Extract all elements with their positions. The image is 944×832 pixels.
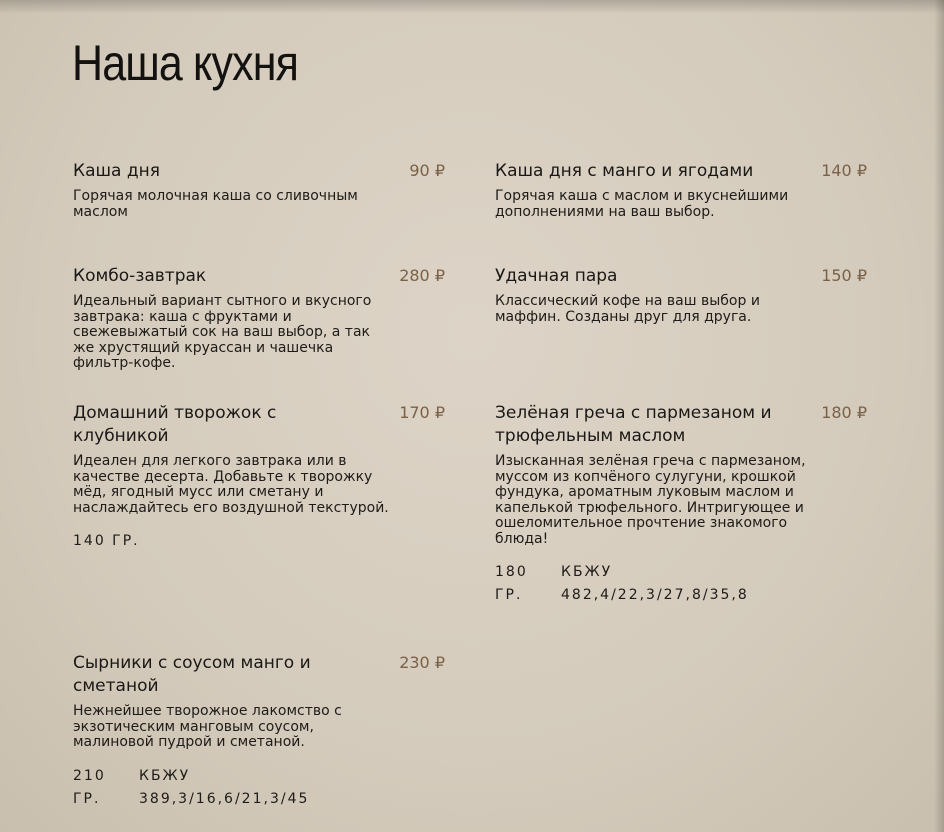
menu-item-description: Нежнейшее творожное лакомство с экзотическим манговым соусом, малиновой пудрой и сметаной. bbox=[73, 703, 342, 750]
menu-item-description: Идеален для легкого завтрака или в качестве десерта. Добавьте к творожку мёд, ягодный мусс или сметану и наслаждайтесь его воздушной текстурой. bbox=[73, 453, 389, 516]
menu-item-header bbox=[495, 160, 867, 183]
menu-item-header bbox=[495, 402, 867, 448]
nutrition-value: 482,4/22,3/27,8/35,8 bbox=[561, 587, 749, 603]
menu-item-weight: 180 ГР. bbox=[495, 564, 528, 603]
menu-item-meta bbox=[73, 765, 445, 811]
menu-item-header bbox=[73, 402, 445, 448]
menu-item-description: Изысканная зелёная греча с пармезаном, муссом из копчёного сулугуни, крошкой фундука, ароматным луковым маслом и капелькой трюфельного. Интригующее и ошеломительное прочтение знакомого блюда! bbox=[495, 453, 806, 547]
menu-item-lucky-pair[interactable] bbox=[495, 265, 867, 325]
menu-item-price: 180 ₽ bbox=[821, 403, 867, 422]
menu-item-nutrition bbox=[561, 561, 749, 607]
menu-item-price: 230 ₽ bbox=[399, 653, 445, 672]
menu-item-price: 140 ₽ bbox=[821, 161, 867, 180]
menu-item-description: Горячая каша с маслом и вкуснейшими дополнениями на ваш выбор. bbox=[495, 188, 789, 220]
menu-item-description: Идеальный вариант сытного и вкусного завтрака: каша с фруктами и свежевыжатый сок на ваш выбор, а так же хрустящий круассан и чашечка фильтр-кофе. bbox=[73, 293, 372, 371]
menu-item-meta bbox=[495, 561, 867, 607]
menu-item-syrniki-mango-sour-cream[interactable] bbox=[73, 652, 445, 811]
nutrition-label: КБЖУ bbox=[139, 767, 191, 784]
menu-item-green-buckwheat[interactable] bbox=[495, 402, 867, 607]
menu-item-header bbox=[495, 265, 867, 288]
menu-item-weight: 210 ГР. bbox=[73, 767, 106, 807]
menu-item-header bbox=[73, 652, 445, 698]
menu-item-price: 170 ₽ bbox=[399, 403, 445, 422]
menu-item-price: 280 ₽ bbox=[399, 266, 445, 285]
menu-item-meta bbox=[73, 530, 445, 553]
menu-item-porridge-mango-berries[interactable] bbox=[495, 160, 867, 220]
menu-item-name: Зелёная греча с пармезаном и трюфельным маслом bbox=[495, 403, 772, 446]
menu-item-name: Сырники с соусом манго и сметаной bbox=[73, 653, 311, 696]
nutrition-label: КБЖУ bbox=[561, 564, 613, 580]
menu-item-description: Классический кофе на ваш выбор и маффин. Созданы друг для друга. bbox=[495, 293, 760, 325]
menu-item-porridge-of-the-day[interactable] bbox=[73, 160, 445, 220]
menu-item-weight: 140 ГР. bbox=[73, 533, 140, 549]
menu-item-price: 150 ₽ bbox=[821, 266, 867, 285]
menu-item-nutrition bbox=[139, 765, 309, 811]
menu-item-header bbox=[73, 160, 445, 183]
nutrition-value: 389,3/16,6/21,3/45 bbox=[139, 790, 310, 807]
menu-item-header bbox=[73, 265, 445, 288]
menu-item-name: Каша дня с манго и ягодами bbox=[495, 161, 754, 181]
menu-item-description: Горячая молочная каша со сливочным маслом bbox=[73, 188, 358, 220]
menu-item-cottage-cheese-strawberry[interactable] bbox=[73, 402, 445, 553]
menu-item-combo-breakfast[interactable] bbox=[73, 265, 445, 372]
menu-item-name: Домашний творожок с клубникой bbox=[73, 403, 277, 446]
page-title: Наша кухня bbox=[72, 35, 299, 91]
menu-item-name: Каша дня bbox=[73, 161, 160, 181]
menu-item-name: Комбо-завтрак bbox=[73, 266, 207, 286]
menu-item-price: 90 ₽ bbox=[409, 161, 445, 180]
menu-item-name: Удачная пара bbox=[495, 266, 618, 286]
